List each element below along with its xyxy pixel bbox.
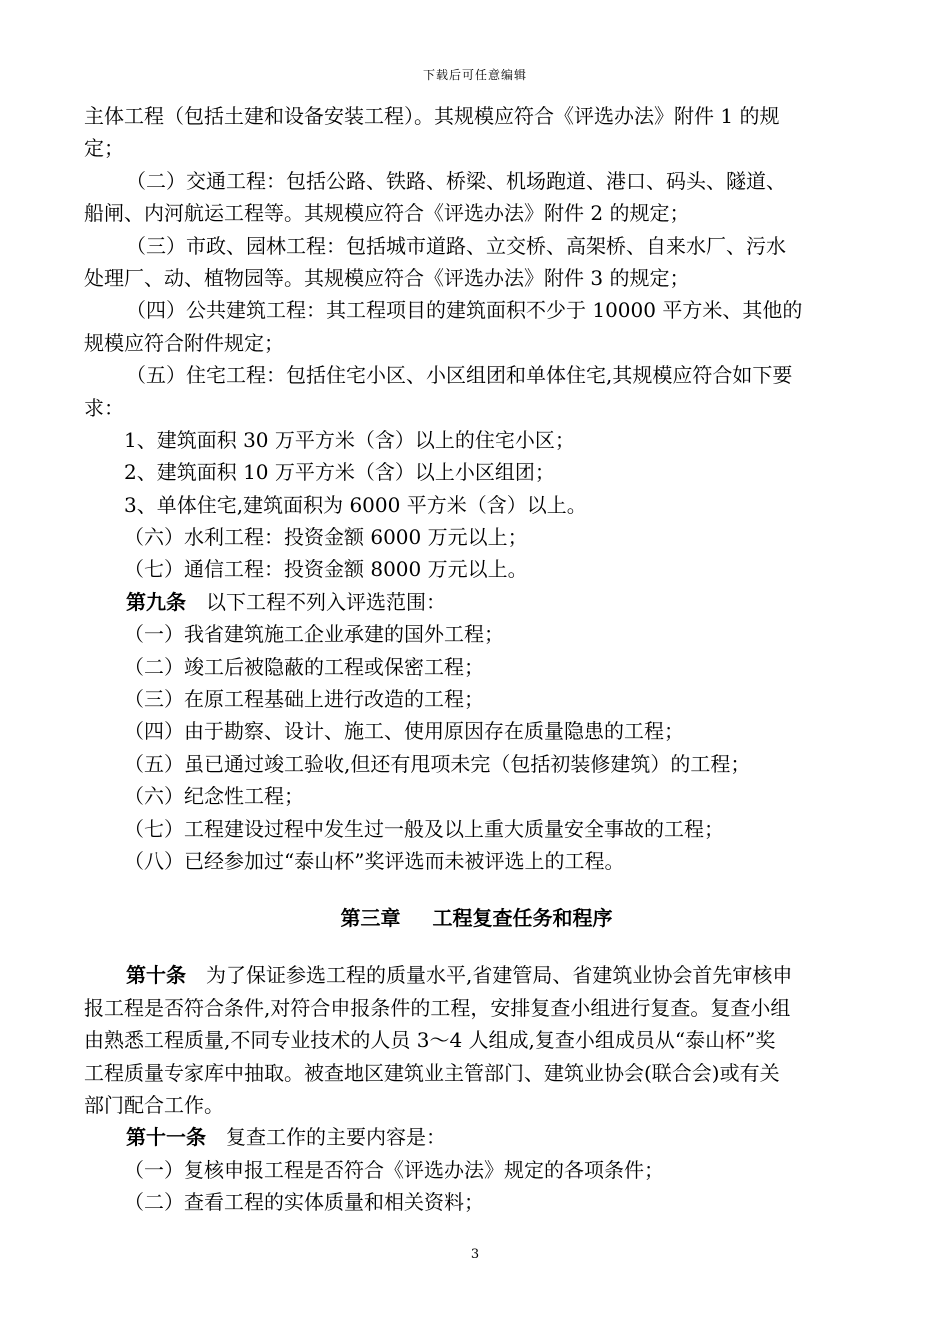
list-item: （二）竣工后被隐蔽的工程或保密工程； (124, 654, 484, 679)
list-item: （七）通信工程：投资金额 8000 万元以上。 (124, 557, 528, 582)
paragraph-line: （三）市政、园林工程：包括城市道路、立交桥、高架桥、自来水厂、污水 (126, 233, 786, 258)
paragraph-line: 由熟悉工程质量,不同专业技术的人员 3～4 人组成,复查小组成员从“泰山杯”奖 (84, 1028, 776, 1053)
chapter-heading (84, 902, 869, 934)
list-item: （一）复核申报工程是否符合《评选办法》规定的各项条件； (124, 1157, 664, 1182)
article-text: 复查工作的主要内容是： (226, 1125, 446, 1150)
article-number: 第十一条 (126, 1125, 206, 1150)
list-item: 1、建筑面积 30 万平方米（含）以上的住宅小区； (124, 427, 575, 452)
paragraph-line: 求： (84, 395, 124, 420)
paragraph-line: 主体工程（包括土建和设备安装工程）。其规模应符合《评选办法》附件 1 的规 (84, 104, 780, 128)
paragraph-line: （四）公共建筑工程：其工程项目的建筑面积不少于 10000 平方米、其他的 (126, 298, 803, 323)
article-number: 第十条 (126, 963, 186, 988)
list-item: （二）查看工程的实体质量和相关资料； (124, 1190, 484, 1215)
paragraph-line: 部门配合工作。 (84, 1092, 224, 1117)
paragraph-line: （五）住宅工程：包括住宅小区、小区组团和单体住宅,其规模应符合如下要 (126, 363, 793, 388)
paragraph-line: 工程质量专家库中抽取。被查地区建筑业主管部门、建筑业协会(联合会)或有关 (84, 1060, 780, 1085)
article-text: 以下工程不列入评选范围： (206, 589, 446, 614)
page-header: 下载后可任意编辑 (422, 68, 527, 82)
page-number: 3 (470, 1247, 480, 1262)
list-item: （四）由于勘察、设计、施工、使用原因存在质量隐患的工程； (124, 719, 684, 744)
document-body (84, 100, 869, 1219)
article-text: 为了保证参选工程的质量水平,省建管局、省建筑业协会首先审核申 (206, 963, 793, 988)
paragraph-line: （二）交通工程：包括公路、铁路、桥梁、机场跑道、港口、码头、隧道、 (126, 168, 786, 193)
article-heading-line (84, 586, 869, 618)
article-number: 第九条 (126, 589, 186, 614)
list-item: （五）虽已通过竣工验收,但还有甩项未完（包括初装修建筑）的工程； (124, 751, 751, 776)
list-item: （六）水利工程：投资金额 6000 万元以上； (124, 525, 528, 550)
paragraph-line: 规模应符合附件规定； (84, 330, 284, 355)
paragraph-line: 报工程是否符合条件,对符合申报条件的工程，安排复查小组进行复查。复查小组 (84, 995, 791, 1020)
list-item: （一）我省建筑施工企业承建的国外工程； (124, 622, 504, 647)
list-item: （六）纪念性工程； (124, 784, 304, 809)
chapter-number: 第三章 (340, 906, 401, 931)
chapter-title: 工程复查任务和程序 (432, 906, 613, 931)
list-item: （八）已经参加过“泰山杯”奖评选而未被评选上的工程。 (124, 848, 625, 873)
list-item: （三）在原工程基础上进行改造的工程； (124, 687, 484, 712)
article-heading-line (84, 959, 869, 991)
list-item: 3、单体住宅,建筑面积为 6000 平方米（含）以上。 (124, 492, 587, 517)
paragraph-line: 处理厂、动、植物园等。其规模应符合《评选办法》附件 3 的规定； (84, 265, 690, 290)
list-item: （七）工程建设过程中发生过一般及以上重大质量安全事故的工程； (124, 816, 724, 841)
article-heading-line (84, 1121, 869, 1153)
list-item: 2、建筑面积 10 万平方米（含）以上小区组团； (124, 460, 555, 485)
paragraph-line: 船闸、内河航运工程等。其规模应符合《评选办法》附件 2 的规定； (84, 201, 690, 226)
paragraph-line: 定； (84, 136, 124, 161)
